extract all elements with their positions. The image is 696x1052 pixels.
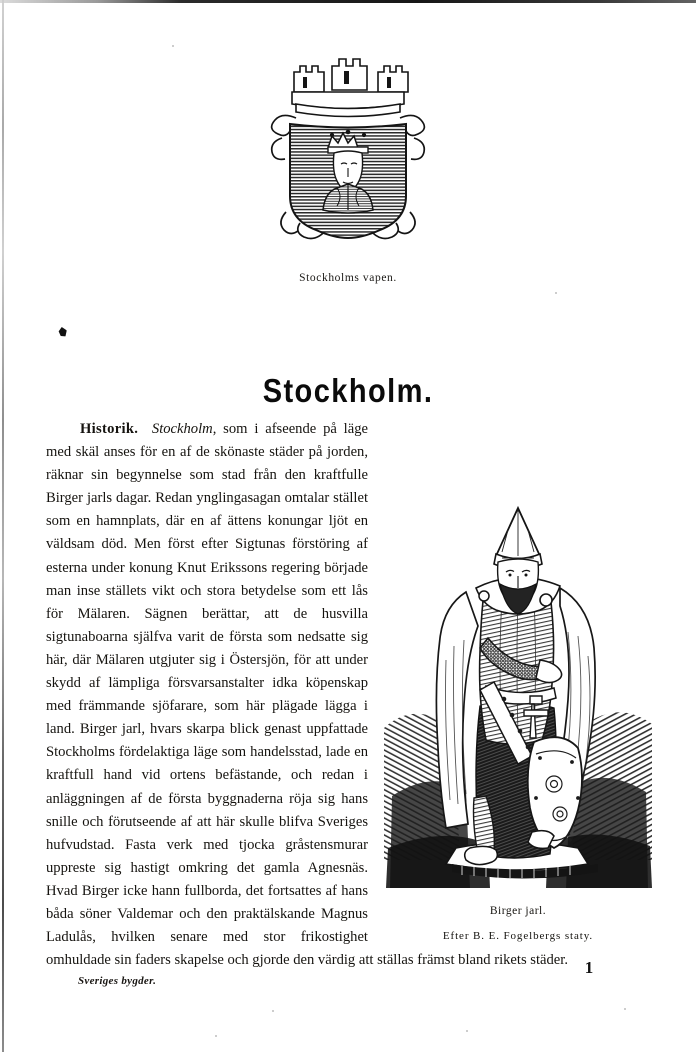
page-title: Stockholm. xyxy=(262,372,434,410)
historik-lead-label: Historik. xyxy=(80,421,139,437)
paper-fleck xyxy=(555,292,557,294)
running-footer: Sveriges bygder. xyxy=(78,975,157,987)
ink-speck-artifact xyxy=(57,326,68,338)
birger-jarl-caption-title: Birger jarl. xyxy=(489,905,547,917)
paper-fleck xyxy=(172,45,174,47)
page-number: 1 xyxy=(584,958,594,977)
lead-space xyxy=(138,421,152,437)
coat-of-arms-figure xyxy=(0,52,696,284)
paper-fleck xyxy=(272,1010,274,1012)
article-body xyxy=(46,418,654,972)
scan-top-edge-artifact xyxy=(0,0,696,3)
birger-jarl-caption-credit: Efter B. E. Fogelbergs staty. xyxy=(442,930,594,943)
stockholm-coat-of-arms-icon xyxy=(262,52,434,264)
birger-jarl-figure xyxy=(382,496,654,948)
coat-of-arms-caption: Stockholms vapen. xyxy=(299,272,397,284)
stockholm-italic-mention: Stockholm xyxy=(151,421,213,437)
birger-jarl-statue-icon xyxy=(384,496,652,888)
birger-jarl-caption xyxy=(382,900,654,948)
paper-fleck xyxy=(215,1035,217,1037)
paper-fleck xyxy=(466,1030,468,1032)
article-main-text: , som i afseende på läge med skäl anses för en af de skönaste städer på jorden, räknar sin begynnelse som stad från den kraftfulle Birger jarls dagar. Redan ynglingasagan omtalar stället som en hamnplats, där en af ättens konungar ljöt en väldsam död. Men först efter Sigtunas förstöring af esterna under konung Knut Erikssons regering började man inse ställets vikt och stora betydelse som ett lås för Mälaren. Sägnen berättar, att de husvilla sigtunaboarna själfva varit de första som nedsatte sig här, där Mälaren utgjuter sig i Östersjön, för att under skydd af lämpliga försvarsanstalter idka köpenskap med främmande sjöfarare, som här plägade lägga i land. Birger jarl, hvars skarpa blick genast uppfattade Stockholms fördelaktiga läge som handelsstad, lade en kraftfull hand vid ortens befästande, och redan i anläggningen af de första byggnaderna röja sig hans snille och förutseende af att här skulle blifva Sveriges hufvudstad. Fasta verk med tjocka gråstensmurar uppreste sig hastigt omkring det gamla Agnesnäs. Hvad Birger icke hann fullborda, det fortsattes af hans båda söner Valdemar och den praktälskande Magnus Ladulås, hvilken senare med stor frikostighet omhuldade sin faders skapelse och gjorde den värdig att ställas främst bland rikets städer. xyxy=(46,421,568,969)
paper-fleck xyxy=(624,1008,626,1010)
